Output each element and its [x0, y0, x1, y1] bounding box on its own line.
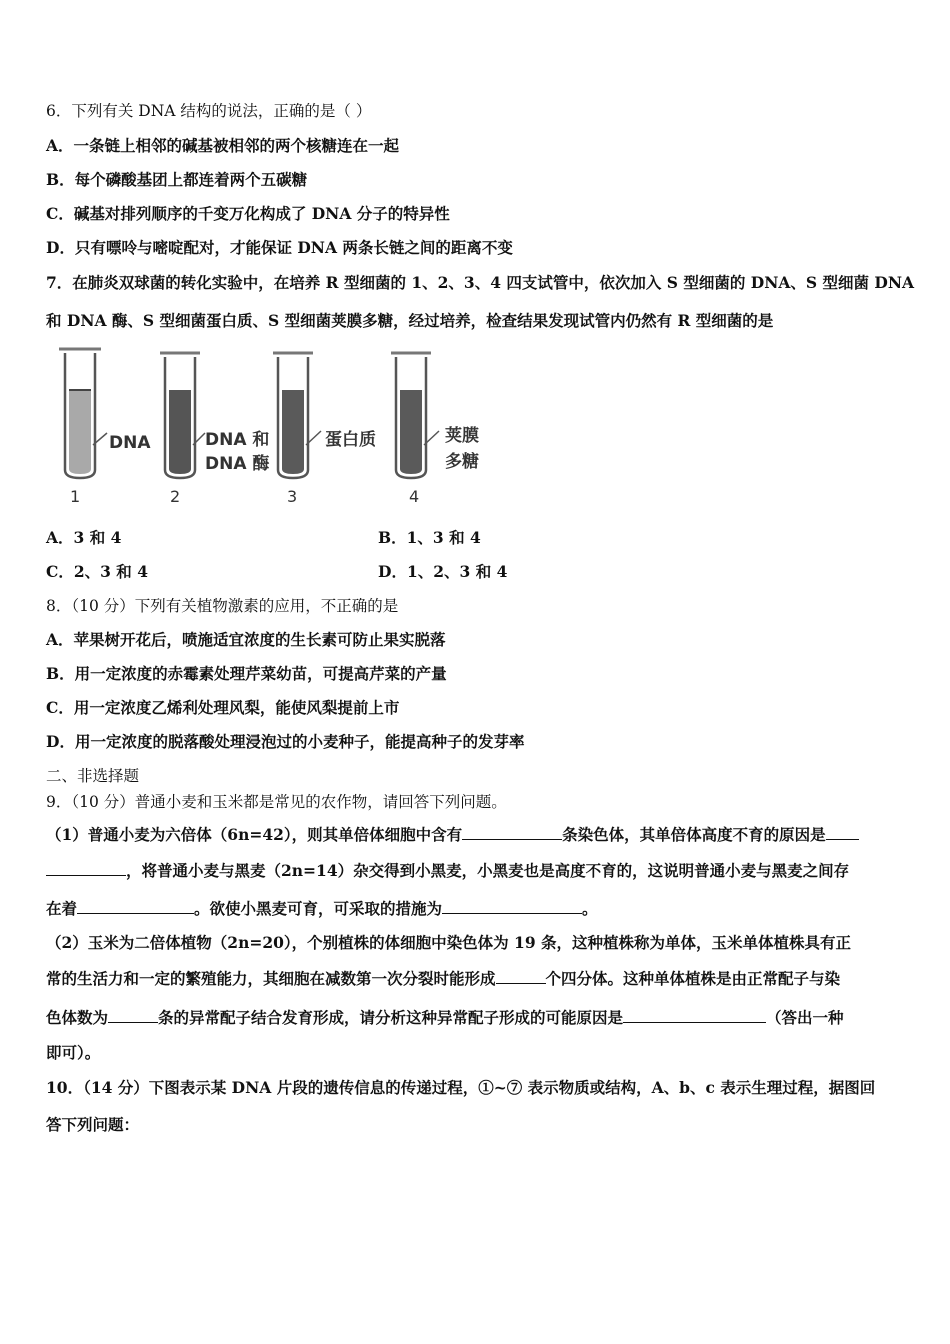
q10-line1: 10．（14 分）下图表示某 DNA 片段的遗传信息的传递过程，①~⑦ 表示物质或结构，A、b、c 表示生理过程，据图回	[46, 1078, 876, 1097]
tube-2	[160, 353, 205, 478]
q8-option-b: B．用一定浓度的赤霉素处理芹菜幼苗，可提高芹菜的产量	[46, 664, 447, 683]
q9-part1-line2	[46, 861, 849, 881]
tube-1	[59, 349, 107, 478]
answer-blank-6[interactable]	[108, 1008, 158, 1023]
q9-part2-text-e: （答出一种	[766, 1008, 844, 1027]
tube-2-number: 2	[170, 487, 181, 506]
tube-3	[273, 353, 321, 478]
q9-part2-text-d: 条的异常配子结合发育形成，请分析这种异常配子形成的可能原因是	[158, 1008, 624, 1027]
q8-option-a: A．苹果树开花后，喷施适宜浓度的生长素可防止果实脱落	[46, 630, 446, 649]
answer-blank-3[interactable]	[77, 899, 194, 914]
q9-part1-text-b: 条染色体，其单倍体高度不育的原因是	[562, 825, 826, 844]
q10-line2: 答下列问题：	[46, 1115, 140, 1134]
q9-part2-text-b: 个四分体。这种单体植株是由正常配子与染	[545, 969, 841, 988]
answer-blank-2-cont[interactable]	[46, 861, 126, 876]
q9-part1-text-e: 。欲使小黑麦可育，可采取的措施为	[194, 899, 443, 918]
q9-part2-line1: （2）玉米为二倍体植物（2n=20），个别植株的体细胞中染色体为 19 条，这种植株称为单体，玉米单体植株具有正	[46, 933, 852, 952]
q9-part2-text-a: 常的生活力和一定的繁殖能力，其细胞在减数第一次分裂时能形成	[46, 969, 496, 988]
q9-part2-line4: 即可）。	[46, 1043, 101, 1062]
answer-blank-2[interactable]	[826, 825, 859, 840]
answer-blank-1[interactable]	[462, 825, 562, 840]
tube-3-number: 3	[287, 487, 298, 506]
q7-option-a: A．3 和 4	[46, 528, 122, 547]
tube-2-label-line1: DNA 和	[205, 430, 270, 450]
q7-option-b: B．1、3 和 4	[378, 528, 481, 547]
q9-part1-line1	[46, 825, 859, 845]
q7-stem-line1: 7．在肺炎双球菌的转化实验中，在培养 R 型细菌的 1、2、3、4 四支试管中，依次加入 S 型细菌的 DNA、S 型细菌 DNA	[46, 273, 915, 292]
tube-4-label-line2: 多糖	[445, 452, 479, 472]
tube-2-label-line2: DNA 酶	[205, 454, 270, 474]
q8-option-c: C．用一定浓度乙烯利处理风梨，能使风梨提前上市	[46, 698, 400, 717]
q9-part1-text-f: 。	[582, 899, 598, 918]
q9-part2-line2	[46, 969, 840, 989]
q8-option-d: D．用一定浓度的脱落酸处理浸泡过的小麦种子，能提高种子的发芽率	[46, 732, 525, 751]
tube-4-number: 4	[409, 487, 420, 506]
q7-option-d: D．1、2、3 和 4	[378, 562, 508, 581]
q6-option-d: D．只有嘌呤与嘧啶配对，才能保证 DNA 两条长链之间的距离不变	[46, 238, 513, 257]
q9-stem: 9．（10 分）普通小麦和玉米都是常见的农作物，请回答下列问题。	[46, 793, 507, 811]
tube-1-label: DNA	[109, 433, 151, 453]
q9-part2-text-c: 色体数为	[46, 1008, 109, 1027]
q9-part1-text-a: （1）普通小麦为六倍体（6n=42），则其单倍体细胞中含有	[46, 825, 463, 844]
q6-option-b: B．每个磷酸基团上都连着两个五碳糖	[46, 170, 308, 189]
q7-stem-line2: 和 DNA 酶、S 型细菌蛋白质、S 型细菌荚膜多糖，经过培养，检查结果发现试管内仍然有 R 型细菌的是	[46, 311, 774, 330]
section-2-heading: 二、非选择题	[46, 767, 140, 785]
q9-part1-text-d: 在着	[46, 899, 78, 918]
q8-stem: 8．（10 分）下列有关植物激素的应用，不正确的是	[46, 597, 399, 615]
tube-1-number: 1	[70, 487, 81, 506]
q9-part1-line3	[46, 899, 598, 919]
q6-option-c: C．碱基对排列顺序的千变万化构成了 DNA 分子的特异性	[46, 204, 450, 223]
test-tube-figure	[55, 345, 515, 510]
answer-blank-7[interactable]	[623, 1008, 766, 1023]
tube-3-label: 蛋白质	[325, 430, 376, 450]
tube-4	[391, 353, 439, 478]
q9-part1-text-c: ，将普通小麦与黑麦（2n=14）杂交得到小黑麦，小黑麦也是高度不育的，这说明普通小麦与黑麦之间存	[126, 861, 850, 880]
q9-part2-line3	[46, 1008, 844, 1028]
tube-4-label-line1: 荚膜	[445, 426, 479, 446]
q6-option-a: A．一条链上相邻的碱基被相邻的两个核糖连在一起	[46, 136, 400, 155]
answer-blank-5[interactable]	[496, 969, 546, 984]
q6-stem: 6．下列有关 DNA 结构的说法，正确的是（ ）	[46, 102, 372, 120]
answer-blank-4[interactable]	[442, 899, 582, 914]
q7-option-c: C．2、3 和 4	[46, 562, 148, 581]
